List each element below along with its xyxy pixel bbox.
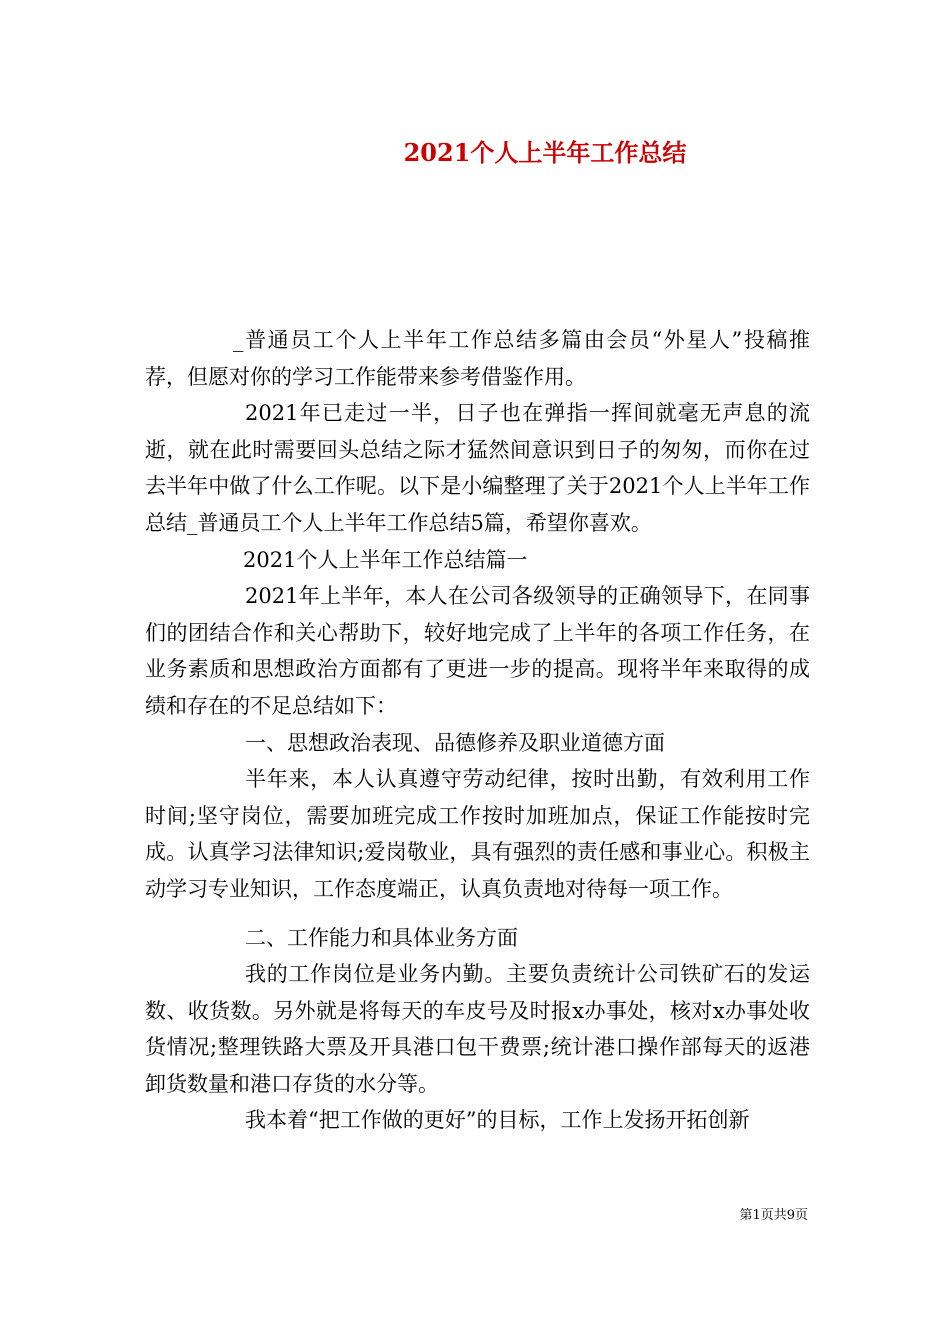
document-body [145,322,810,1139]
body-paragraph: 2021年已走过一半，日子也在弹指一挥间就毫无声息的流逝，就在此时需要回头总结之际才猛然间意识到日子的匆匆，而你在过去半年中做了什么工作呢。以下是小编整理了关于2021个人上半年工作总结_普通员工个人上半年工作总结5篇，希望你喜欢。 [145,401,810,535]
body-paragraph: 2021年上半年，本人在公司各级领导的正确领导下，在同事们的团结合作和关心帮助下，较好地完成了上半年的各项工作任务，在业务素质和思想政治方面都有了更进一步的提高。现将半年来取得的成绩和存在的不足总结如下： [145,584,810,718]
body-paragraph: 我本着“把工作做的更好”的目标，工作上发扬开拓创新 [245,1108,750,1133]
section-heading: 一、思想政治表现、品德修养及职业道德方面 [245,730,665,755]
section-heading: 2021个人上半年工作总结篇一 [243,547,528,572]
body-paragraph: 我的工作岗位是业务内勤。主要负责统计公司铁矿石的发运数、收货数。另外就是将每天的车皮号及时报x办事处，核对x办事处收货情况;整理铁路大票及开具港口包干费票;统计港口操作部每天的返港卸货数量和港口存货的水分等。 [145,962,810,1096]
document-title: 2021个人上半年工作总结 [403,138,687,167]
page-number: 第1页共9页 [739,1208,808,1223]
intro-paragraph: _普通员工个人上半年工作总结多篇由会员“外星人”投稿推荐，但愿对你的学习工作能带来参考借鉴作用。 [145,328,810,389]
section-heading: 二、工作能力和具体业务方面 [245,925,518,950]
body-paragraph: 半年来，本人认真遵守劳动纪律，按时出勤，有效利用工作时间;坚守岗位，需要加班完成工作按时加班加点，保证工作能按时完成。认真学习法律知识;爱岗敬业，具有强烈的责任感和事业心。积极主动学习专业知识，工作态度端正，认真负责地对待每一项工作。 [145,767,810,901]
